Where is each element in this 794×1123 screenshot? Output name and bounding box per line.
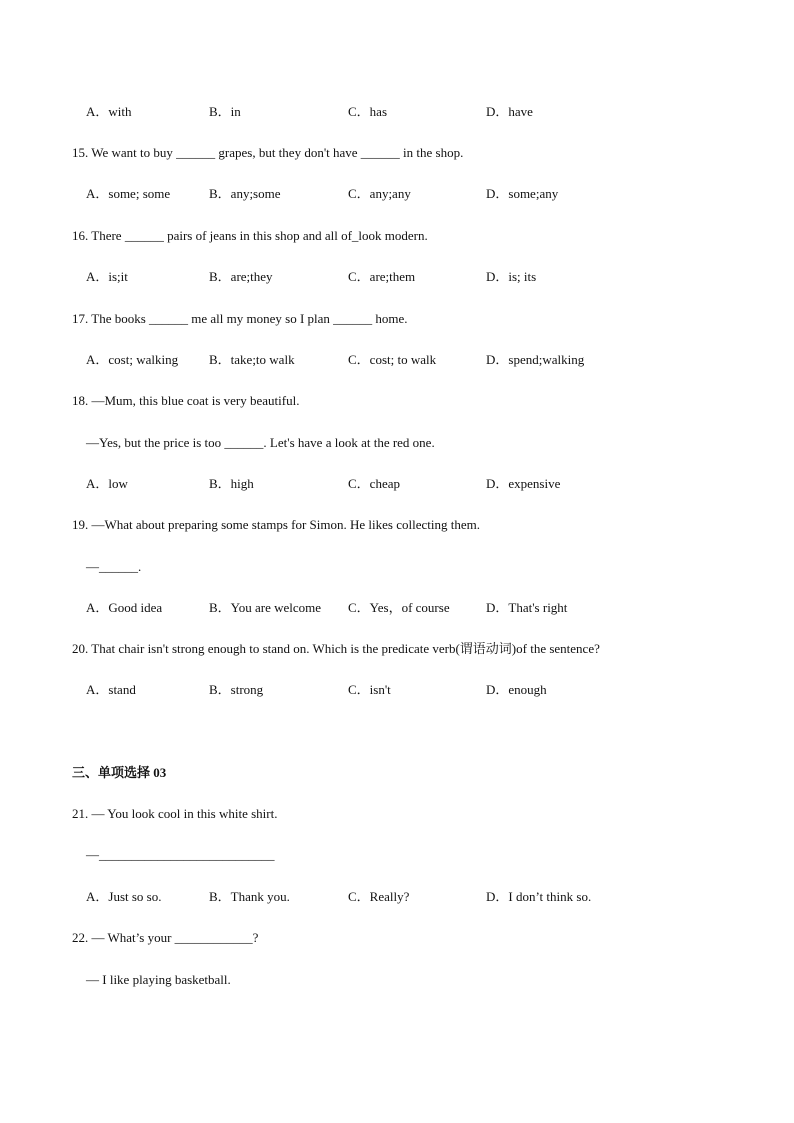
- q17-option-b[interactable]: B．take;to walk: [209, 352, 295, 367]
- q18-reply: —Yes, but the price is too ______. Let's have a look at the red one.: [86, 435, 435, 450]
- q14-option-a[interactable]: A．with: [86, 104, 132, 119]
- q19-options: [86, 600, 706, 616]
- q16-options: [86, 269, 706, 285]
- q19-option-d[interactable]: D．That's right: [486, 600, 568, 615]
- q21-question: 21. — You look cool in this white shirt.: [72, 806, 278, 821]
- q14-options: [86, 104, 706, 120]
- q20-option-d[interactable]: D．enough: [486, 682, 547, 697]
- q17-question: 17. The books ______ me all my money so I plan ______ home.: [72, 311, 408, 326]
- q15-question: 15. We want to buy ______ grapes, but they don't have ______ in the shop.: [72, 145, 464, 160]
- q21-reply: —___________________________: [86, 847, 275, 862]
- q22-question: 22. — What’s your ____________?: [72, 930, 259, 945]
- q21-options: [86, 889, 706, 905]
- q20-option-a[interactable]: A．stand: [86, 682, 136, 697]
- q15-option-d[interactable]: D．some;any: [486, 186, 559, 201]
- q14-option-b[interactable]: B．in: [209, 104, 241, 119]
- q21-option-a[interactable]: A．Just so so.: [86, 889, 162, 904]
- q19-reply: —______.: [86, 559, 142, 574]
- q18-option-d[interactable]: D．expensive: [486, 476, 561, 491]
- q18-question: 18. —Mum, this blue coat is very beautiful.: [72, 393, 300, 408]
- q16-option-b[interactable]: B．are;they: [209, 269, 273, 284]
- q17-option-d[interactable]: D．spend;walking: [486, 352, 585, 367]
- q15-option-a[interactable]: A．some; some: [86, 186, 171, 201]
- q15-option-b[interactable]: B．any;some: [209, 186, 281, 201]
- q20-options: [86, 682, 706, 698]
- q15-option-c[interactable]: C．any;any: [348, 186, 411, 201]
- section-heading: 三、单项选择 03: [72, 765, 167, 780]
- q20-question: 20. That chair isn't strong enough to stand on. Which is the predicate verb(谓语动词)of the sentence?: [72, 641, 600, 656]
- q17-option-a[interactable]: A．cost; walking: [86, 352, 179, 367]
- q21-option-c[interactable]: C．Really?: [348, 889, 410, 904]
- q18-option-b[interactable]: B．high: [209, 476, 254, 491]
- q16-option-a[interactable]: A．is;it: [86, 269, 128, 284]
- q16-question: 16. There ______ pairs of jeans in this shop and all of_look modern.: [72, 228, 428, 243]
- q19-option-a[interactable]: A．Good idea: [86, 600, 163, 615]
- q22-reply: — I like playing basketball.: [86, 972, 231, 987]
- q19-question: 19. —What about preparing some stamps for Simon. He likes collecting them.: [72, 517, 480, 532]
- q17-options: [86, 352, 706, 368]
- q20-option-b[interactable]: B．strong: [209, 682, 264, 697]
- q18-option-c[interactable]: C．cheap: [348, 476, 400, 491]
- q19-option-c[interactable]: C．Yes，of course: [348, 600, 450, 615]
- q16-option-d[interactable]: D．is; its: [486, 269, 537, 284]
- q21-option-b[interactable]: B．Thank you.: [209, 889, 290, 904]
- q18-options: [86, 476, 706, 492]
- q20-option-c[interactable]: C．isn't: [348, 682, 391, 697]
- q14-option-c[interactable]: C．has: [348, 104, 388, 119]
- q21-option-d[interactable]: D．I don’t think so.: [486, 889, 592, 904]
- q18-option-a[interactable]: A．low: [86, 476, 128, 491]
- q14-option-d[interactable]: D．have: [486, 104, 533, 119]
- q16-option-c[interactable]: C．are;them: [348, 269, 416, 284]
- q19-option-b[interactable]: B．You are welcome: [209, 600, 322, 615]
- q17-option-c[interactable]: C．cost; to walk: [348, 352, 437, 367]
- q15-options: [86, 186, 706, 202]
